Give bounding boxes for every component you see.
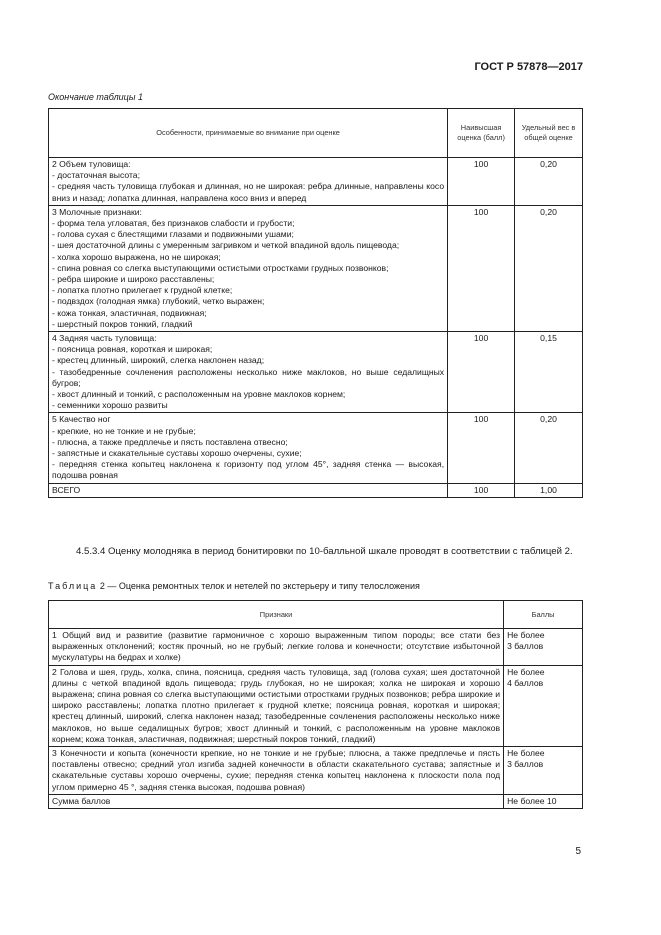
table-row: [49, 629, 583, 666]
body-paragraph: 4.5.3.4 Оценку молодняка в период бонитировки по 10-балльной шкале проводят в соответствии с таблицей 2.: [76, 546, 573, 557]
total-score: 100: [448, 483, 515, 497]
score-cell: 100: [448, 332, 515, 413]
total-label: ВСЕГО: [49, 483, 448, 497]
table2-header-points: Баллы: [504, 601, 583, 629]
weight-cell: 0,20: [515, 413, 583, 483]
score-cell: 100: [448, 413, 515, 483]
table2-caption-rest: 2 — Оценка ремонтных телок и нетелей по экстерьеру и типу телосложения: [99, 581, 420, 591]
text-line: - достаточная высота;: [52, 170, 140, 181]
table-row: [49, 332, 583, 413]
points-cell: [504, 665, 583, 746]
text-line: - голова сухая с блестящими глазами и подвижными ушами;: [52, 229, 294, 240]
table1-total-row: [49, 483, 583, 497]
criteria-cell: 2 Голова и шея, грудь, холка, спина, поясница, средняя часть туловища, зад (голова сухая; шея достаточной длины с четкой впадиной вдоль пищевода; грудь глубокая, но не широкая; холка не широкая и хорошо выражена; спина ровная со слегка выступающими остистыми отростками грудных позвонков; ребра широкие и широко расставлены; лопатка плотно прилегает к грудной клетке; поясница ровная, короткая и широкая; крестец длинный, широкий, слегка наклонен назад; тазобедренные сочленения расположены несколько ниже маклоков, но выше седалищных бугров; хвост длинный и тонкий, с расположенным на уровне маклоков корнем; кожа тонкая, эластичная, подвижная; шерстный покров тонкий, гладкий): [49, 665, 504, 746]
points-line: Не более: [507, 666, 545, 677]
table1: [48, 108, 583, 498]
total-label: Сумма баллов: [49, 794, 504, 808]
table2-total-row: [49, 794, 583, 808]
points-line: Не более: [507, 748, 545, 759]
table-row: [49, 205, 583, 331]
table2: [48, 600, 583, 809]
points-cell: [504, 747, 583, 795]
score-cell: 100: [448, 205, 515, 331]
text-line: - поясница ровная, короткая и широкая;: [52, 344, 213, 355]
text-line: 2 Объем туловища:: [52, 159, 131, 169]
points-cell: [504, 629, 583, 666]
table1-header-features: Особенности, принимаемые во внимание при оценке: [49, 109, 448, 158]
points-line: Не более: [507, 630, 545, 640]
table-row: [49, 665, 583, 746]
table1-header-max-score: Наивысшая оценка (балл): [448, 109, 515, 158]
text-line: - плюсна, а также предплечье и пясть поставлена отвесно;: [52, 436, 288, 447]
text-line: - шея достаточной длины с умеренным загривком и четкой впадиной вдоль пищевода;: [52, 240, 400, 251]
text-line: - средняя часть туловища глубокая и длинная, но не широкая: ребра длинные, направлены косо вниз и назад; лопатка длинная, направлена косо вниз и вперед: [52, 181, 445, 203]
text-line: - передняя стенка копытец наклонена к горизонту под углом 45°, задняя стенка — высокая, подошва ровная: [52, 459, 445, 481]
text-line: 4 Задняя часть туловища:: [52, 333, 157, 344]
total-weight: 1,00: [515, 483, 583, 497]
table2-header-criteria: Признаки: [49, 601, 504, 629]
weight-cell: 0,20: [515, 158, 583, 206]
table2-caption-word: Таблица: [48, 581, 98, 591]
total-points: Не более 10: [504, 794, 583, 808]
text-line: - семенники хорошо развиты: [52, 400, 168, 411]
points-line: 4 баллов: [507, 677, 544, 688]
points-line: 3 баллов: [507, 759, 544, 770]
page-number: 5: [575, 846, 581, 857]
table1-header-row: [49, 109, 583, 158]
weight-cell: 0,15: [515, 332, 583, 413]
table-row: [49, 747, 583, 795]
score-cell: 100: [448, 158, 515, 206]
text-line: - крестец длинный, широкий, слегка наклонен назад;: [52, 355, 265, 366]
table2-header-row: [49, 601, 583, 629]
weight-cell: 0,20: [515, 205, 583, 331]
document-code: ГОСТ Р 57878—2017: [474, 61, 583, 73]
table-row: [49, 158, 583, 206]
criteria-cell: 1 Общий вид и развитие (развитие гармоничное с хорошо выраженным типом породы; все стати без выраженных отклонений; костяк прочный, но не грубый; легкие голова и конечности; отсутствие избыточной мускулатуры на бедрах и холке): [49, 629, 504, 666]
points-line: 3 баллов: [507, 641, 544, 652]
table1-features-cell: [49, 332, 448, 413]
text-line: - подвздох (голодная ямка) глубокий, четко выражен;: [52, 296, 265, 307]
text-line: - лопатка плотно прилегает к грудной клетке;: [52, 285, 233, 296]
text-line: - шерстный покров тонкий, гладкий: [52, 318, 193, 329]
table-row: [49, 413, 583, 483]
table1-features-cell: [49, 205, 448, 331]
table2-caption: [48, 581, 420, 591]
text-line: - хвост длинный и тонкий, с расположенным на уровне маклоков корнем;: [52, 389, 346, 400]
text-line: - холка хорошо выражена, но не широкая;: [52, 251, 221, 262]
table1-features-cell: [49, 158, 448, 206]
table1-header-weight: Удельный вес в общей оценке: [515, 109, 583, 158]
text-line: 3 Молочные признаки:: [52, 206, 142, 217]
table1-features-cell: [49, 413, 448, 483]
criteria-cell: 3 Конечности и копыта (конечности крепкие, но не тонкие и не грубые; плюсна, а также предплечье и пясть поставлены отвесно; средний угол изгиба задней конечности в области скакательного сустава; запястные и скакательные суставы хорошо очерчены, сухие; передняя стенка копытец наклонена к плоскости пола под углом примерно 45 °, задняя стенка высокая, подошва ровная): [49, 747, 504, 795]
text-line: - кожа тонкая, эластичная, подвижная;: [52, 307, 207, 318]
text-line: - форма тела угловатая, без признаков слабости и грубости;: [52, 218, 295, 229]
text-line: - спина ровная со слегка выступающими остистыми отростками грудных позвонков;: [52, 262, 389, 273]
text-line: - крепкие, но не тонкие и не грубые;: [52, 425, 196, 436]
table1-continuation-caption: Окончание таблицы 1: [48, 92, 143, 102]
text-line: 5 Качество ног: [52, 414, 111, 425]
text-line: - тазобедренные сочленения расположены несколько ниже маклоков, но выше седалищных бугров;: [52, 366, 445, 388]
text-line: - запястные и скакательные суставы хорошо очерчены, сухие;: [52, 448, 302, 459]
text-line: - ребра широкие и широко расставлены;: [52, 274, 215, 285]
